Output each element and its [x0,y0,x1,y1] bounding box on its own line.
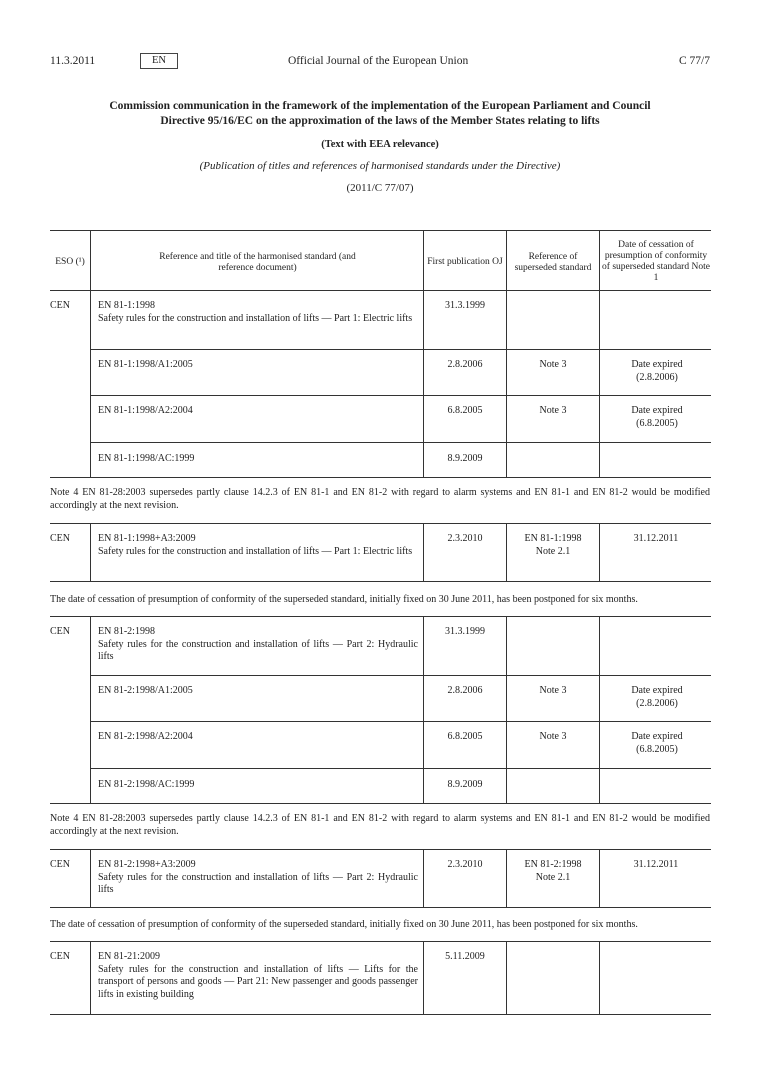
first-publication: 6.8.2005 [447,731,483,742]
rule [90,349,711,350]
journal-name: Official Journal of the European Union [288,55,469,67]
rule [90,442,711,443]
first-publication: 2.8.2006 [447,359,483,370]
rule [50,290,711,291]
rule [90,849,91,907]
standard-reference: EN 81-1:1998/A1:2005 [98,359,193,370]
document-reference: (2011/C 77/07) [346,182,414,194]
superseded-reference: Note 3 [539,359,567,370]
rule [50,1014,711,1015]
table-row [98,300,418,325]
rule [423,523,424,581]
standard-reference: EN 81-21:2009 [98,951,160,962]
col-header-cessation: Date of cessation of presumption of conformity of superseded standard Note 1 [602,240,710,283]
eea-relevance: (Text with EEA relevance) [321,139,439,150]
rule [506,941,507,1014]
rule [423,616,424,803]
cessation-date: Date expired (2.8.2006) [631,685,683,709]
language-badge: EN [140,53,178,69]
rule [50,616,711,617]
rule [599,849,600,907]
col-header-reference: Reference and title of the harmonised standard (and reference document) [159,252,356,273]
table-row [98,533,418,558]
rule [50,523,711,524]
rule [50,581,711,582]
header-date: 11.3.2011 [50,55,96,67]
standard-title: Safety rules for the construction and installation of lifts — Part 2: Hydraulic lifts [98,871,418,895]
rule [90,675,711,676]
cessation-date: 31.12.2011 [633,859,679,870]
table-note: Note 4 EN 81-28:2003 supersedes partly clause 14.2.3 of EN 81-1 and EN 81-2 with regard to alarm systems and EN 81-1 and EN 81-2 would be modified accordingly at the next revision. [50,487,710,511]
first-publication: 6.8.2005 [447,405,483,416]
table-note: Note 4 EN 81-28:2003 supersedes partly clause 14.2.3 of EN 81-1 and EN 81-2 with regard to alarm systems and EN 81-1 and EN 81-2 would be modified accordingly at the next revision. [50,813,710,837]
rule [90,721,711,722]
superseded-reference: EN 81-1:1998 Note 2.1 [524,533,582,557]
col-header-first-publication: First publication OJ [427,257,503,267]
standard-reference: EN 81-1:1998/AC:1999 [98,453,195,464]
rule [50,477,711,478]
eso-cell: CEN [50,859,70,870]
col-header-eso: ESO (¹) [55,257,85,267]
page-number: C 77/7 [679,55,710,67]
eso-cell: CEN [50,626,70,637]
first-publication: 8.9.2009 [447,453,483,464]
rule [90,523,91,581]
rule [506,290,507,477]
rule [90,941,91,1014]
standard-reference: EN 81-2:1998/A2:2004 [98,731,193,742]
cessation-date: Date expired (2.8.2006) [631,359,683,383]
col-header-superseded: Reference of superseded standard [514,252,592,273]
standard-title: Safety rules for the construction and installation of lifts — Part 1: Electric lifts [98,312,413,324]
standard-title: Safety rules for the construction and installation of lifts — Part 1: Electric lifts [98,545,413,557]
table-note: The date of cessation of presumption of conformity of the superseded standard, initially fixed on 30 June 2011, has been postponed for six months. [50,919,638,930]
rule [50,941,711,942]
first-publication: 31.3.1999 [445,626,485,637]
rule [506,849,507,907]
eso-cell: CEN [50,951,70,962]
cessation-date: 31.12.2011 [633,533,679,544]
first-publication: 5.11.2009 [445,951,485,962]
standard-reference: EN 81-2:1998 [98,626,155,637]
rule [599,290,600,477]
table-row [98,626,418,664]
rule [90,395,711,396]
cessation-date: Date expired (6.8.2005) [631,731,683,755]
rule [599,616,600,803]
standard-reference: EN 81-2:1998/A1:2005 [98,685,193,696]
rule [50,230,711,231]
rule [90,230,91,290]
first-publication: 2.8.2006 [447,685,483,696]
rule [90,616,91,803]
superseded-reference: Note 3 [539,731,567,742]
table-row [98,859,418,897]
first-publication: 31.3.1999 [445,300,485,311]
rule [506,523,507,581]
standard-reference: EN 81-1:1998+A3:2009 [98,533,196,544]
first-publication: 2.3.2010 [447,859,483,870]
superseded-reference: EN 81-2:1998 Note 2.1 [524,859,582,883]
first-publication: 2.3.2010 [447,533,483,544]
rule [423,290,424,477]
page-header [50,55,710,71]
rule [90,768,711,769]
standard-reference: EN 81-2:1998+A3:2009 [98,859,196,870]
first-publication: 8.9.2009 [447,779,483,790]
rule [599,941,600,1014]
cessation-date: Date expired (6.8.2005) [631,405,683,429]
table-note: The date of cessation of presumption of conformity of the superseded standard, initially fixed on 30 June 2011, has been postponed for six months. [50,594,638,605]
rule [50,907,711,908]
rule [50,803,711,804]
rule [423,849,424,907]
standard-reference: EN 81-2:1998/AC:1999 [98,779,195,790]
table-row [98,951,418,1001]
rule [50,849,711,850]
document-subtitle: (Publication of titles and references of harmonised standards under the Directive) [199,160,561,172]
superseded-reference: Note 3 [539,405,567,416]
standard-reference: EN 81-1:1998 [98,300,155,311]
document-title: Commission communication in the framework of the implementation of the European Parliament and Council Directive 95/16/EC on the approximation of the laws of the Member States relating to lifts [109,100,651,127]
eso-cell: CEN [50,300,70,311]
superseded-reference: Note 3 [539,685,567,696]
title-block [100,99,660,194]
standard-reference: EN 81-1:1998/A2:2004 [98,405,193,416]
rule [506,230,507,290]
eso-cell: CEN [50,533,70,544]
rule [506,616,507,803]
standard-title: Safety rules for the construction and installation of lifts — Part 2: Hydraulic lifts [98,638,418,662]
rule [599,523,600,581]
standard-title: Safety rules for the construction and installation of lifts — Lifts for the transport of persons and goods — Part 21: New passenger and goods passenger lifts in existing building [98,963,418,1000]
rule [90,290,91,477]
